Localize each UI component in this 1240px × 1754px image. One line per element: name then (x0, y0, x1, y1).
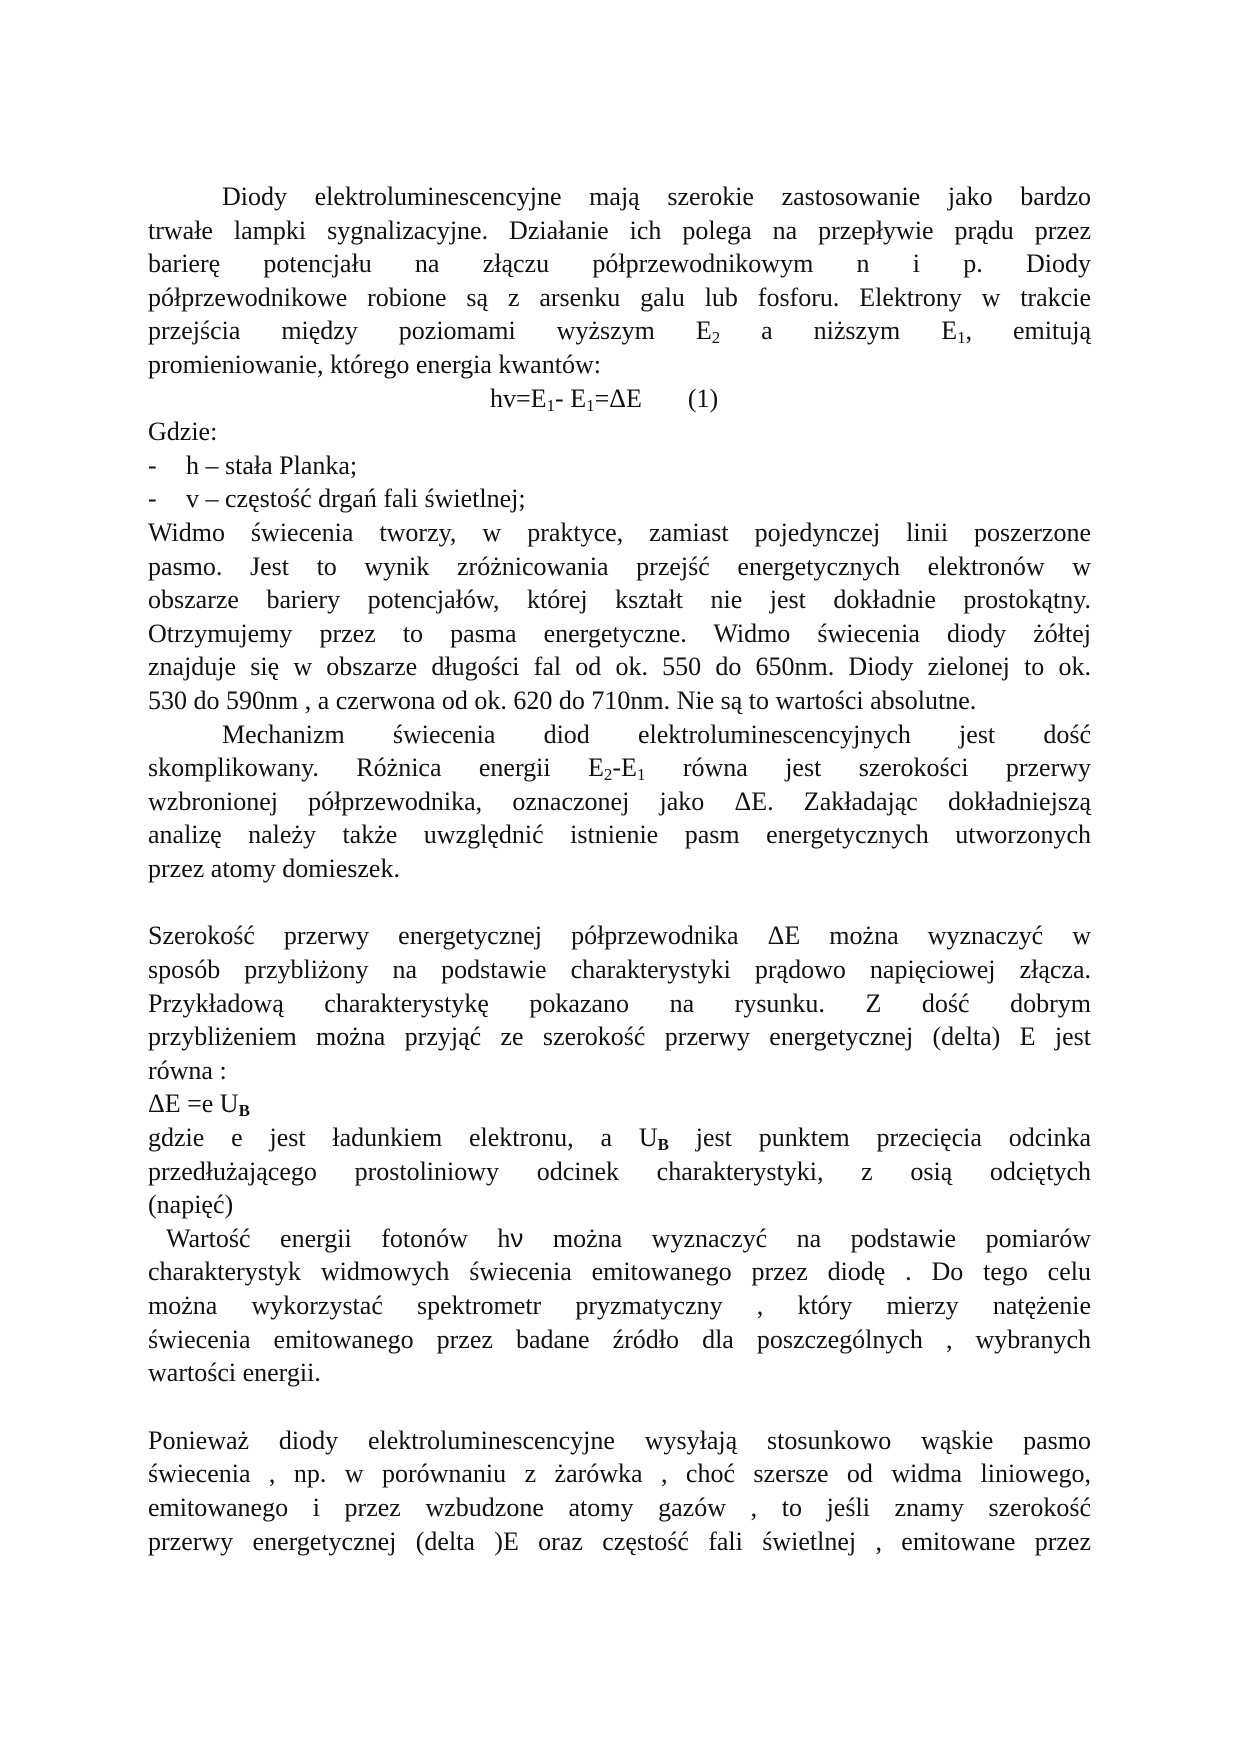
where-label: Gdzie: (148, 417, 218, 447)
text-line: świecenia emitowanego przez badane źródło dla poszczególnych , wybranych (148, 1324, 1091, 1354)
formula-part: - E (555, 383, 587, 413)
text-line: Mechanizm świecenia diod elektroluminescencyjnych jest dość (222, 719, 1091, 749)
text-line: pasmo. Jest to wynik zróżnicowania przejść energetycznych elektronów w (148, 551, 1091, 581)
formula-part: hv=E (490, 383, 547, 413)
text-line (148, 314, 1091, 348)
subscript: 1 (586, 395, 595, 415)
text-fragment: równa jest szerokości przerwy (645, 753, 1092, 783)
subscript: 2 (711, 328, 721, 348)
nu-symbol: ν (510, 1222, 524, 1253)
text-line: 530 do 590nm , a czerwona od ok. 620 do 710nm. Nie są to wartości absolutne. (148, 685, 977, 715)
subscript: B (657, 1135, 669, 1155)
text-fragment: -E (612, 753, 637, 783)
text-fragment: gdzie e jest ładunkiem elektronu, a U (148, 1123, 658, 1153)
text-line: sposób przybliżony na podstawie charakterystyki prądowo napięciowej złącza. (148, 955, 1091, 985)
list-item (148, 482, 1091, 516)
text-line: charakterystyk widmowych świecenia emitowanego przez diodę . Do tego celu (148, 1257, 1091, 1287)
text-fragment: przejścia między poziomami wyższym E (148, 316, 712, 346)
text-line: emitowanego i przez wzbudzone atomy gazów , to jeśli znamy szerokość (148, 1492, 1091, 1522)
text-line: Przykładową charakterystykę pokazano na rysunku. Z dość dobrym (148, 988, 1091, 1018)
formula-photon-energy (148, 382, 1091, 416)
text-line: przez atomy domieszek. (148, 853, 400, 883)
text-line: promieniowanie, którego energia kwantów: (148, 349, 601, 379)
text-fragment: , emitują (965, 316, 1091, 346)
text-line: obszarze bariery potencjałów, której kształt nie jest dokładnie prostokątny. (148, 585, 1091, 615)
subscript: 2 (603, 765, 613, 785)
text-line: Szerokość przerwy energetycznej półprzewodnika ΔE można wyznaczyć w (148, 921, 1091, 951)
paragraph-gap (148, 1390, 1091, 1424)
list-item-text: v – częstość drgań fali świetlnej; (186, 484, 526, 514)
formula-part: ΔE =e U (148, 1089, 239, 1119)
paragraph-photon-energy (148, 1222, 1091, 1390)
text-fragment: jest punktem przecięcia odcinka (668, 1123, 1091, 1153)
document-page (148, 180, 1091, 1558)
list-dash: - (148, 484, 157, 514)
paragraph-mechanism (148, 718, 1091, 886)
text-fragment: skomplikowany. Różnica energii E (148, 753, 604, 783)
text-line: przedłużającego prostoliniowy odcinek charakterystyki, z osią odciętych (148, 1156, 1091, 1186)
subscript: 1 (636, 765, 646, 785)
text-fragment: a niższym E (720, 316, 958, 346)
text-line: wartości energii. (148, 1358, 321, 1388)
text-line (148, 1121, 1091, 1155)
text-line: (napięć) (148, 1190, 234, 1220)
paragraph-gap (148, 885, 1091, 919)
text-line (148, 751, 1091, 785)
text-line: można wykorzystać spektrometr pryzmatyczny , który mierzy natężenie (148, 1291, 1091, 1320)
subscript: 1 (546, 395, 556, 415)
paragraph-definition (148, 1121, 1091, 1222)
list-item (148, 449, 1091, 483)
paragraph-band-gap (148, 919, 1091, 1087)
text-line: przerwy energetycznej (delta )E oraz częstość fali świetlnej , emitowane przez (148, 1526, 1091, 1556)
formula-part: =ΔE (594, 383, 642, 413)
text-line: Otrzymujemy przez to pasma energetyczne. Widmo świecenia diody żółtej (148, 618, 1091, 648)
text-line: trwałe lampki sygnalizacyjne. Działanie ich polega na przepływie prądu przez (148, 215, 1091, 245)
list-item-text: h – stała Planka; (186, 450, 358, 480)
text-line: Ponieważ diody elektroluminescencyjne wysyłają stosunkowo wąskie pasmo (148, 1425, 1091, 1455)
text-fragment: Wartość energii fotonów h (166, 1223, 511, 1253)
paragraph-spectrum (148, 516, 1091, 718)
text-line: równa : (148, 1055, 227, 1085)
subscript: B (238, 1101, 250, 1121)
formula-band-gap (148, 1087, 1091, 1121)
text-line: wzbronionej półprzewodnika, oznaczonej jako ΔE. Zakładając dokładniejszą (148, 786, 1091, 816)
text-line: Diody elektroluminescencyjne mają szerokie zastosowanie jako bardzo (222, 182, 1091, 211)
subscript: 1 (957, 328, 966, 348)
text-fragment: można wyznaczyć na podstawie pomiarów (523, 1223, 1091, 1253)
text-line: analizę należy także uwzględnić istnienie pasm energetycznych utworzonych (148, 820, 1091, 850)
paragraph-intro (148, 180, 1091, 382)
text-line: Widmo świecenia tworzy, w praktyce, zamiast pojedynczej linii poszerzone (148, 517, 1091, 547)
text-line: półprzewodnikowe robione są z arsenku galu lub fosforu. Elektrony w trakcie (148, 282, 1091, 312)
list-dash: - (148, 450, 157, 480)
text-line: barierę potencjału na złączu półprzewodnikowym n i p. Diody (148, 249, 1091, 279)
text-line: znajduje się w obszarze długości fal od ok. 550 do 650nm. Diody zielonej to ok. (148, 652, 1091, 682)
paragraph-conclusion (148, 1424, 1091, 1558)
text-line: przybliżeniem można przyjąć ze szerokość przerwy energetycznej (delta) E jest (148, 1022, 1091, 1052)
text-line (148, 1222, 1091, 1256)
equation-number: (1) (687, 383, 719, 413)
text-line: świecenia , np. w porównaniu z żarówka , choć szersze od widma liniowego, (148, 1459, 1091, 1489)
